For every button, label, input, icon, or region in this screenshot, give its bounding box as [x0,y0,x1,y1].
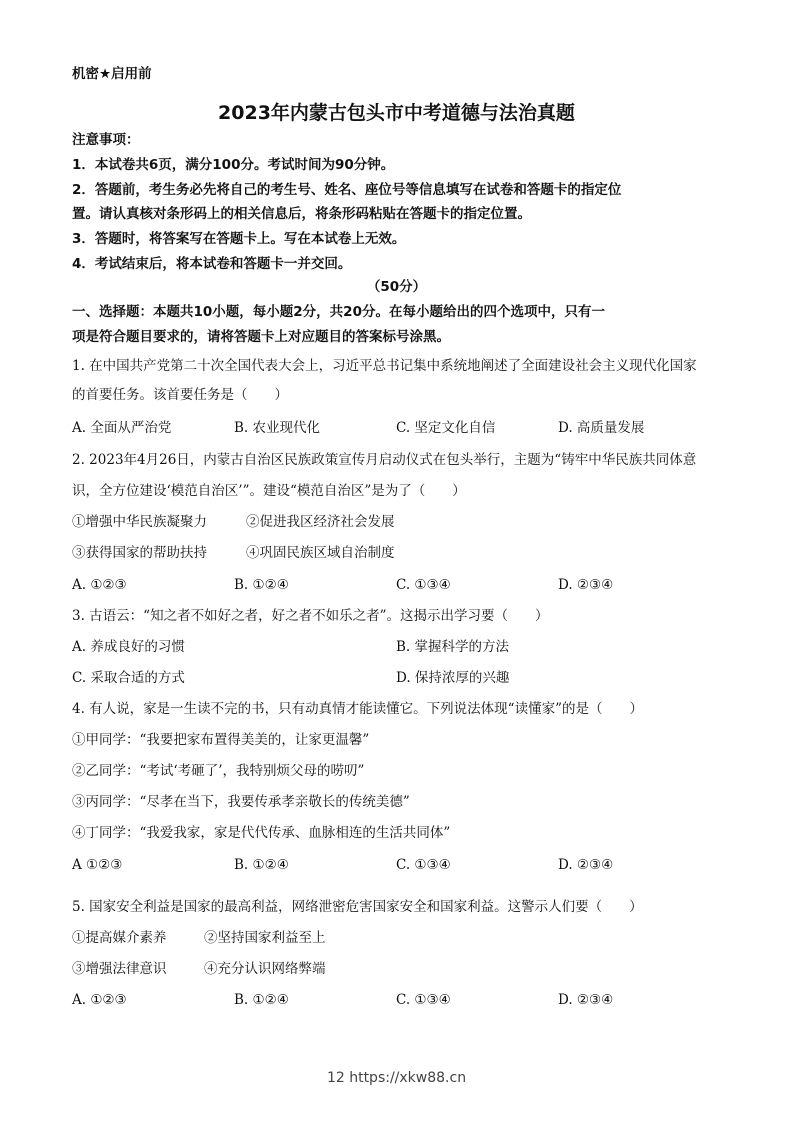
q2-statement-2: ②促进我区经济社会发展 [246,514,395,530]
q3-option-c: C. 采取合适的方式 [72,670,185,686]
page-footer: 12 https://xkw88.cn [326,1070,467,1086]
q1-option-c: C. 坚定文化自信 [396,420,496,436]
notice-item-4: 4．考试结束后，将本试卷和答题卡一并交回。 [72,256,352,272]
q2-option-d: D. ②③④ [558,577,614,593]
secret-mark: 机密★启用前 [72,66,152,82]
q2-option-c: C. ①③④ [396,577,451,593]
q4-option-b: B. ①②④ [234,857,289,873]
q4-option-c: C. ①③④ [396,857,451,873]
q5-option-a: A. ①②③ [72,992,127,1008]
q4-statement-2: ②乙同学：“考试‘考砸了’，我特别烦父母的唠叨” [72,763,365,779]
q2-statement-1: ①增强中华民族凝聚力 [72,514,207,530]
q5-statement-3: ③增强法律意识 [72,961,167,977]
q4-statement-4: ④丁同学：“我爱我家，家是代代传承、血脉相连的生活共同体” [72,825,451,841]
section-1-instructions-line-2: 项是符合题目要求的，请将答题卡上对应题目的答案标号涂黑。 [72,329,450,345]
notice-heading: 注意事项： [72,132,140,148]
q3-stem: 3. 古语云：“知之者不如好之者，好之者不如乐之者”。这揭示出学习要（ ） [72,608,549,624]
notice-item-2-line-1: 2．答题前，考生务必先将自己的考生号、姓名、座位号等信息填写在试卷和答题卡的指定位 [72,182,622,198]
q1-stem-line-1: 1. 在中国共产党第二十次全国代表大会上，习近平总书记集中系统地阐述了全面建设社会主义现代化国家 [72,358,697,374]
notice-item-3: 3．答题时，将答案写在答题卡上。写在本试卷上无效。 [72,231,406,247]
section-1-instructions-line-1: 一、选择题：本题共10小题，每小题2分，共20分。在每小题给出的四个选项中，只有一 [72,304,605,320]
notice-item-1: 1．本试卷共6页，满分100分。考试时间为90分钟。 [72,157,395,173]
q5-option-d: D. ②③④ [558,992,614,1008]
q4-stem: 4. 有人说，家是一生读不完的书，只有动真情才能读懂它。下列说法体现“读懂家”的是（ ） [72,701,643,717]
q4-statement-1: ①甲同学：“我要把家布置得美美的，让家更温馨” [72,732,370,748]
q5-option-c: C. ①③④ [396,992,451,1008]
q2-stem-line-1: 2. 2023年4月26日，内蒙古自治区民族政策宣传月启动仪式在包头举行，主题为“铸牢中华民族共同体意 [72,452,697,468]
q4-option-a: A ①②③ [72,857,123,873]
page-title: 2023年内蒙古包头市中考道德与法治真题 [218,102,575,124]
q5-statement-2: ②坚持国家利益至上 [204,930,326,946]
q1-option-b: B. 农业现代化 [234,420,321,436]
q5-statement-1: ①提高媒介素养 [72,930,167,946]
q1-option-a: A. 全面从严治党 [72,420,172,436]
q3-option-a: A. 养成良好的习惯 [72,639,185,655]
q5-statement-4: ④充分认识网络弊端 [204,961,326,977]
q5-stem: 5. 国家安全利益是国家的最高利益，网络泄密危害国家安全和国家利益。这警示人们要（ ） [72,899,643,915]
q5-option-b: B. ①②④ [234,992,289,1008]
q2-stem-line-2: 识，全方位建设‘模范自治区’”。建设“模范自治区”是为了（ ） [72,483,466,499]
score-total: （50分） [366,279,427,295]
q3-option-b: B. 掌握科学的方法 [396,639,510,655]
q2-statement-3: ③获得国家的帮助扶持 [72,545,207,561]
q3-option-d: D. 保持浓厚的兴趣 [396,670,510,686]
q1-stem-line-2: 的首要任务。该首要任务是（ ） [72,387,288,403]
q2-option-a: A. ①②③ [72,577,127,593]
q2-statement-4: ④巩固民族区域自治制度 [246,545,395,561]
q4-statement-3: ③丙同学：“尽孝在当下，我要传承孝亲敬长的传统美德” [72,794,410,810]
notice-item-2-line-2: 置。请认真核对条形码上的相关信息后，将条形码粘贴在答题卡的指定位置。 [72,206,531,222]
q2-option-b: B. ①②④ [234,577,289,593]
q4-option-d: D. ②③④ [558,857,614,873]
q1-option-d: D. 高质量发展 [558,420,645,436]
